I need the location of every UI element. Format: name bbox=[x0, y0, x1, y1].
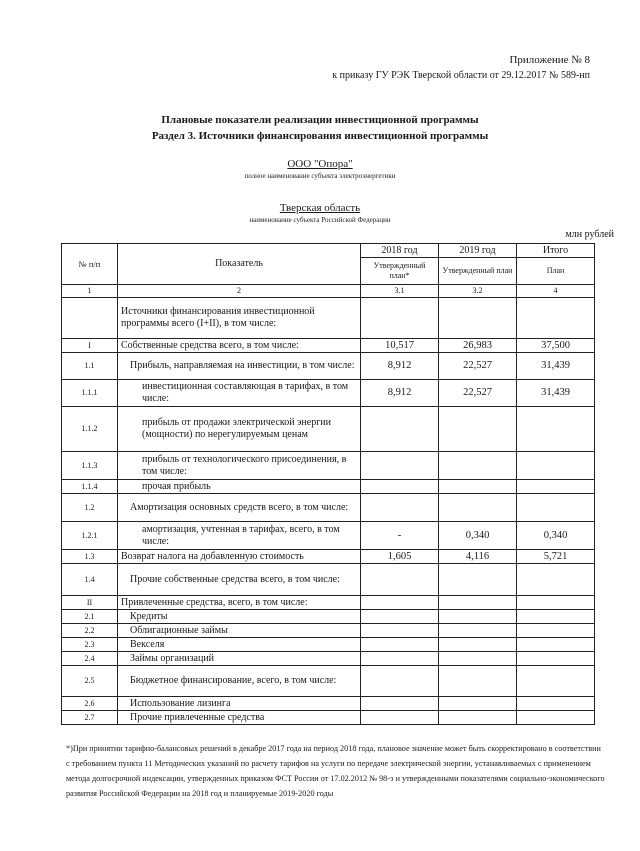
row-num: 1.3 bbox=[62, 550, 118, 564]
row-value-2018 bbox=[361, 697, 439, 711]
header-plan-total: План bbox=[517, 258, 595, 285]
header-col-2: 2 bbox=[118, 285, 361, 298]
row-value-2019 bbox=[439, 624, 517, 638]
row-value-2019 bbox=[439, 452, 517, 480]
row-value-total bbox=[517, 298, 595, 339]
row-value-2018 bbox=[361, 494, 439, 522]
table-row bbox=[62, 652, 595, 666]
row-value-2019 bbox=[439, 494, 517, 522]
order-reference: к приказу ГУ РЭК Тверской области от 29.12.2017 № 589-нп bbox=[332, 70, 590, 81]
row-label: Амортизация основных средств всего, в том числе: bbox=[118, 494, 361, 522]
row-label: Использование лизинга bbox=[118, 697, 361, 711]
company-name: ООО "Опора" bbox=[287, 158, 353, 170]
title-line-1: Плановые показатели реализации инвестиционной программы bbox=[161, 114, 479, 126]
row-label: Прибыль, направляемая на инвестиции, в том числе: bbox=[118, 353, 361, 380]
row-value-total bbox=[517, 564, 595, 596]
row-value-2019: 4,116 bbox=[439, 550, 517, 564]
row-value-2018 bbox=[361, 298, 439, 339]
header-year-2019: 2019 год bbox=[439, 244, 517, 258]
table-row bbox=[62, 624, 595, 638]
row-value-2018: 1,605 bbox=[361, 550, 439, 564]
row-num: 1.1.3 bbox=[62, 452, 118, 480]
region-block bbox=[0, 202, 640, 224]
row-value-total bbox=[517, 596, 595, 610]
row-label: Источники финансирования инвестиционной программы всего (I+II), в том числе: bbox=[118, 298, 361, 339]
row-value-total bbox=[517, 697, 595, 711]
table-row bbox=[62, 380, 595, 407]
row-value-2018 bbox=[361, 480, 439, 494]
row-label: Прочие собственные средства всего, в том числе: bbox=[118, 564, 361, 596]
row-label: Возврат налога на добавленную стоимость bbox=[118, 550, 361, 564]
header-col-4: 3.2 bbox=[439, 285, 517, 298]
row-num: II bbox=[62, 596, 118, 610]
header-total: Итого bbox=[517, 244, 595, 258]
row-label: прибыль от продажи электрической энергии (мощности) по нерегулируемым ценам bbox=[118, 407, 361, 452]
row-value-2019 bbox=[439, 652, 517, 666]
table-row bbox=[62, 697, 595, 711]
row-value-2018: 8,912 bbox=[361, 353, 439, 380]
header-indicator: Показатель bbox=[118, 244, 361, 285]
row-num: 1.1 bbox=[62, 353, 118, 380]
row-num: 2.5 bbox=[62, 666, 118, 697]
header-num: № п/п bbox=[62, 244, 118, 285]
row-value-2018 bbox=[361, 624, 439, 638]
table-row bbox=[62, 522, 595, 550]
row-value-2019: 22,527 bbox=[439, 353, 517, 380]
row-value-total: 31,439 bbox=[517, 353, 595, 380]
row-num: 1.2.1 bbox=[62, 522, 118, 550]
row-value-2018 bbox=[361, 666, 439, 697]
row-value-2019: 0,340 bbox=[439, 522, 517, 550]
header-plan-2019: Утвержденный план bbox=[439, 258, 517, 285]
row-value-2019 bbox=[439, 596, 517, 610]
row-label: Облигационные займы bbox=[118, 624, 361, 638]
row-num: 2.2 bbox=[62, 624, 118, 638]
financing-table bbox=[61, 243, 595, 725]
row-value-total bbox=[517, 624, 595, 638]
row-value-total bbox=[517, 711, 595, 725]
row-value-2019: 22,527 bbox=[439, 380, 517, 407]
table-row bbox=[62, 596, 595, 610]
table-row bbox=[62, 480, 595, 494]
table-row bbox=[62, 298, 595, 339]
row-value-2019 bbox=[439, 564, 517, 596]
row-value-2018: 8,912 bbox=[361, 380, 439, 407]
row-value-2018 bbox=[361, 652, 439, 666]
row-label: Займы организаций bbox=[118, 652, 361, 666]
row-num: 1.1.2 bbox=[62, 407, 118, 452]
row-value-2018 bbox=[361, 711, 439, 725]
row-label: Векселя bbox=[118, 638, 361, 652]
row-label: инвестиционная составляющая в тарифах, в том числе: bbox=[118, 380, 361, 407]
table-row bbox=[62, 610, 595, 624]
row-value-2018 bbox=[361, 407, 439, 452]
row-num: 2.1 bbox=[62, 610, 118, 624]
row-label: Привлеченные средства, всего, в том числе: bbox=[118, 596, 361, 610]
header-plan-2018: Утвержденный план* bbox=[361, 258, 439, 285]
row-value-2018 bbox=[361, 610, 439, 624]
title-line-2: Раздел 3. Источники финансирования инвестиционной программы bbox=[151, 130, 489, 142]
table-row bbox=[62, 353, 595, 380]
company-caption: полное наименование субъекта электроэнергетики bbox=[244, 172, 396, 180]
row-num: 1.2 bbox=[62, 494, 118, 522]
row-value-total bbox=[517, 666, 595, 697]
row-label: прочая прибыль bbox=[118, 480, 361, 494]
row-value-2018 bbox=[361, 564, 439, 596]
row-num: I bbox=[62, 339, 118, 353]
row-label: Бюджетное финансирование, всего, в том числе: bbox=[118, 666, 361, 697]
row-value-2019 bbox=[439, 711, 517, 725]
row-value-2018 bbox=[361, 596, 439, 610]
row-value-2018: - bbox=[361, 522, 439, 550]
table-row bbox=[62, 666, 595, 697]
document-title bbox=[0, 112, 640, 144]
row-label: прибыль от технологического присоединения, в том числе: bbox=[118, 452, 361, 480]
table-row bbox=[62, 564, 595, 596]
row-num: 1.1.4 bbox=[62, 480, 118, 494]
company-block bbox=[0, 158, 640, 180]
row-value-2019 bbox=[439, 298, 517, 339]
header-year-2018: 2018 год bbox=[361, 244, 439, 258]
row-value-total: 0,340 bbox=[517, 522, 595, 550]
row-num: 2.4 bbox=[62, 652, 118, 666]
row-value-total bbox=[517, 652, 595, 666]
row-value-total: 5,721 bbox=[517, 550, 595, 564]
region-name: Тверская область bbox=[279, 202, 361, 214]
table-row bbox=[62, 407, 595, 452]
row-value-2019 bbox=[439, 480, 517, 494]
table-row bbox=[62, 339, 595, 353]
appendix-block bbox=[332, 52, 590, 84]
table-row bbox=[62, 711, 595, 725]
table-row bbox=[62, 550, 595, 564]
table-row bbox=[62, 638, 595, 652]
row-label: амортизация, учтенная в тарифах, всего, в том числе: bbox=[118, 522, 361, 550]
row-num: 2.3 bbox=[62, 638, 118, 652]
row-num bbox=[62, 298, 118, 339]
row-value-2019: 26,983 bbox=[439, 339, 517, 353]
table-row bbox=[62, 494, 595, 522]
row-value-total bbox=[517, 407, 595, 452]
row-num: 1.1.1 bbox=[62, 380, 118, 407]
row-value-2019 bbox=[439, 638, 517, 652]
row-value-total bbox=[517, 610, 595, 624]
units-label: млн рублей bbox=[565, 229, 614, 240]
row-value-total bbox=[517, 480, 595, 494]
header-col-3: 3.1 bbox=[361, 285, 439, 298]
row-value-2019 bbox=[439, 407, 517, 452]
row-value-2018 bbox=[361, 638, 439, 652]
row-value-2019 bbox=[439, 666, 517, 697]
row-value-total: 37,500 bbox=[517, 339, 595, 353]
row-value-total bbox=[517, 638, 595, 652]
row-value-2019 bbox=[439, 610, 517, 624]
row-value-total bbox=[517, 494, 595, 522]
row-num: 2.7 bbox=[62, 711, 118, 725]
row-value-total: 31,439 bbox=[517, 380, 595, 407]
row-label: Кредиты bbox=[118, 610, 361, 624]
header-col-1: 1 bbox=[62, 285, 118, 298]
row-num: 2.6 bbox=[62, 697, 118, 711]
appendix-number: Приложение № 8 bbox=[509, 54, 590, 66]
table-row bbox=[62, 452, 595, 480]
row-value-2018: 10,517 bbox=[361, 339, 439, 353]
row-label: Прочие привлеченные средства bbox=[118, 711, 361, 725]
footnote: *)При принятии тарифно-балансовых решений в декабре 2017 года на период 2018 года, плановое значение может быть скорректировано в соответствии с требованием пункта 11 Методических указаний по расчету тарифов на услуги по передаче электрической энергии, устанавливаемых с применением метода долгосрочной индексации, утвержденных приказом ФСТ России от 17.02.2012 № 98-э и утвержденными показателями социально-экономического развития Российской Федерации на 2018 год и планируемые 2019-2020 годы bbox=[66, 744, 605, 798]
row-value-2019 bbox=[439, 697, 517, 711]
row-num: 1.4 bbox=[62, 564, 118, 596]
header-col-5: 4 bbox=[517, 285, 595, 298]
row-label: Собственные средства всего, в том числе: bbox=[118, 339, 361, 353]
row-value-2018 bbox=[361, 452, 439, 480]
row-value-total bbox=[517, 452, 595, 480]
region-caption: наименование субъекта Российской Федерации bbox=[249, 216, 391, 224]
